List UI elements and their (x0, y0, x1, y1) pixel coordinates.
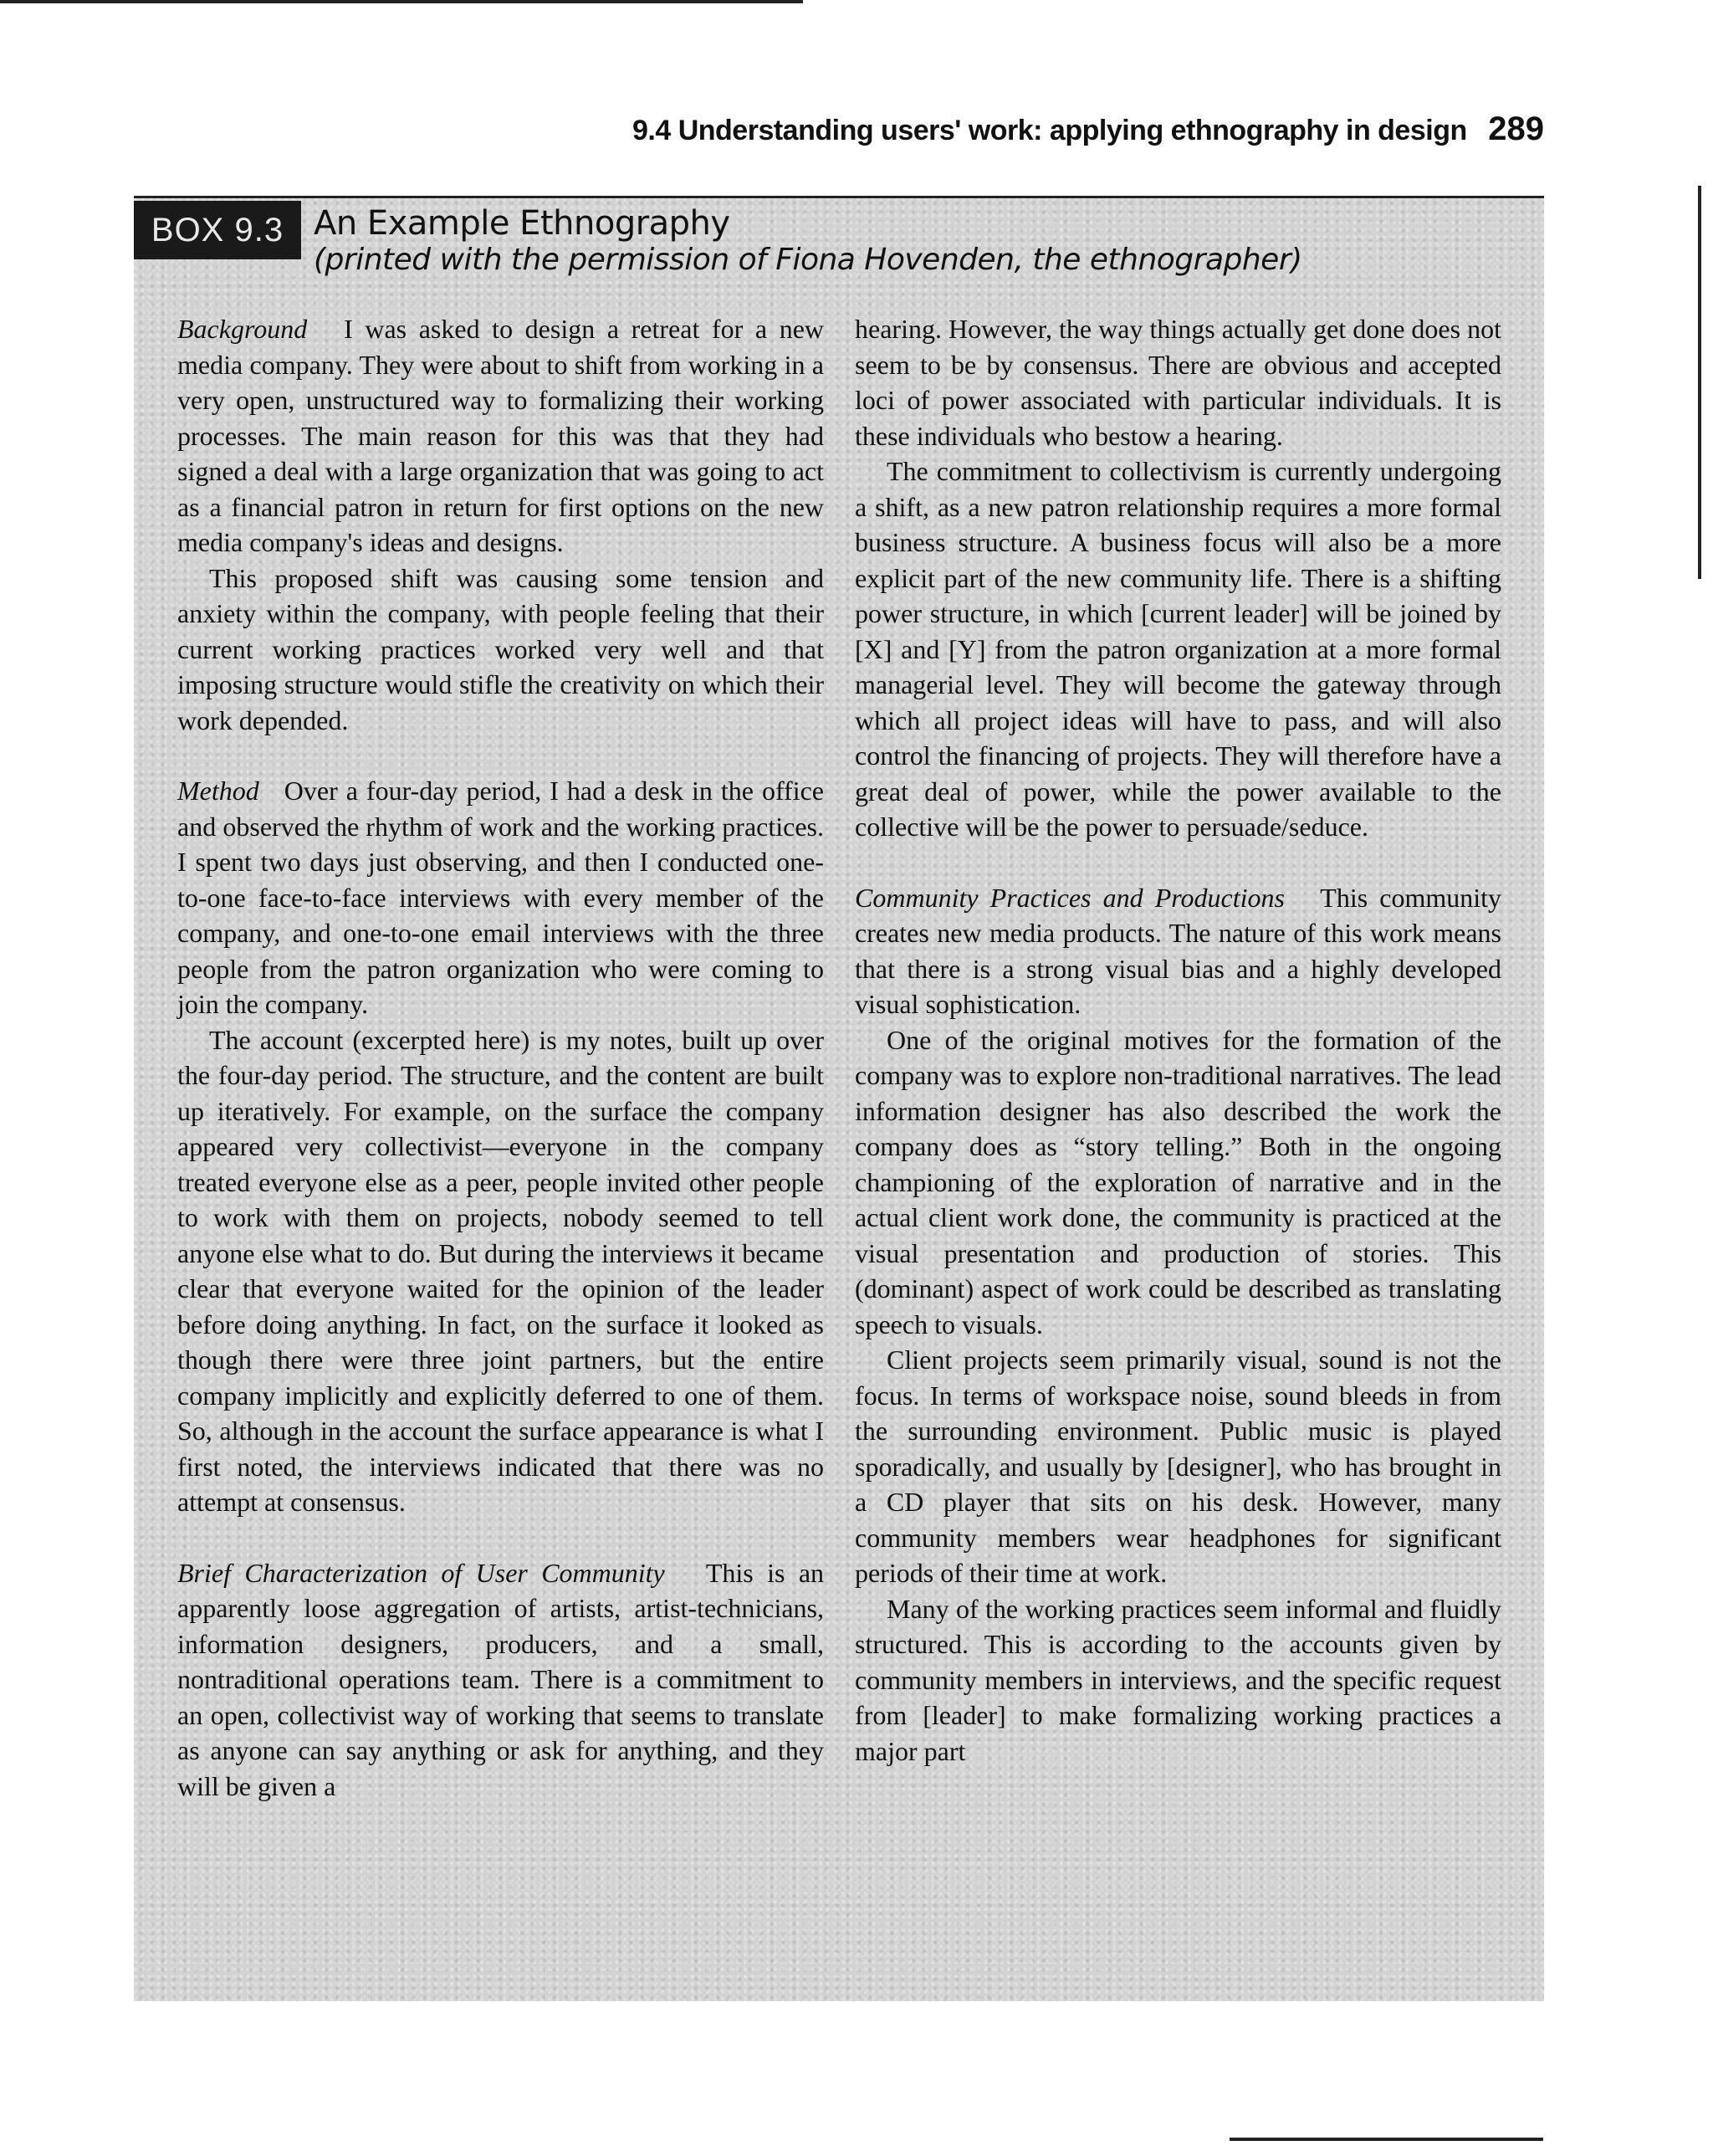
page-number: 289 (1488, 110, 1544, 147)
background-paragraph-1 (177, 311, 824, 561)
brief-paragraph-2: The commitment to collectivism is currently undergoing a shift, as a new patron relationship requires a more formal business structure. A business focus will also be a more explicit part of the new community life. There is a shifting power structure, in which [current leader] will be joined by [X] and [Y] from the patron organization at a more formal managerial level. They will become the gateway through which all project ideas will have to pass, and will also control the financing of projects. They will therefore have a great deal of power, while the power available to the collective will be the power to persuade/seduce. (855, 456, 1501, 842)
background-paragraph-2: This proposed shift was causing some tension and anxiety within the company, with people feeling that their current working practices worked very well and that imposing structure would stifle the creativity on which their work depended. (177, 562, 824, 735)
top-rule (0, 0, 803, 3)
brief-heading: Brief Characterization of User Community (177, 1557, 665, 1588)
background-text-1: I was asked to design a retreat for a new media company. They were about to shift from working in a very open, unstructured way to formalizing their working processes. The main reason for this was that they had signed a deal with a large organization that was going to act as a financial patron in return for first options on the new media company's ideas and designs. (177, 314, 825, 557)
right-column (855, 311, 1501, 1769)
community-paragraph-3: Client projects seem primarily visual, sound is not the focus. In terms of workspace noise, sound bleeds in from the surrounding environment. Public music is played sporadically, and usually by [designer], who has brought in a CD player that sits on his desk. However, many community members wear headphones for significant periods of their time at work. (855, 1344, 1501, 1588)
brief-paragraph-1-continued: hearing. However, the way things actually get done does not seem to be by consensus. There are obvious and accepted loci of power associated with particular individuals. It is these individuals who bestow a hearing. (855, 314, 1501, 451)
box-title: An Example Ethnography (314, 204, 730, 243)
community-paragraph-4: Many of the working practices seem informal and fluidly structured. This is according to the accounts given by community members in interviews, and the specific request from [leader] to make formalizing working practices a major part (855, 1593, 1501, 1766)
section-title: 9.4 Understanding users' work: applying ethnography in design (632, 115, 1467, 146)
box-subtitle: (printed with the permission of Fiona Hovenden, the ethnographer) (314, 243, 1302, 277)
method-paragraph-1 (177, 773, 824, 1022)
brief-text-1: This is an apparently loose aggregation of artists, artist-technicians, information designers, producers, and a small, nontraditional operations team. There is a commitment to an open, collectivist way of working that seems to translate as anyone can say anything or ask for anything, and they will be given a (177, 1557, 825, 1801)
box-top-rule (134, 196, 1544, 198)
community-text-1: This community creates new media products. The nature of this work means that there is a strong visual bias and a highly developed visual sophistication. (855, 882, 1502, 1019)
community-paragraph-1 (855, 880, 1501, 1022)
method-paragraph-2: The account (excerpted here) is my notes, built up over the four-day period. The structure, and the content are built up iteratively. For example, on the surface the company appeared very collectivist—everyone in the company treated everyone else as a peer, people invited other people to work with them on projects, nobody seemed to tell anyone else what to do. But during the interviews it became clear that everyone waited for the opinion of the leader before doing anything. In fact, on the surface it looked as though there were three joint partners, but the entire company implicitly and explicitly deferred to one of them. So, although in the account the surface appearance is what I first noted, the interviews indicated that there was no attempt at consensus. (177, 1024, 824, 1517)
bottom-rule (1230, 2138, 1543, 2141)
left-column (177, 311, 824, 1804)
box-label: BOX 9.3 (134, 201, 301, 259)
method-heading: Method (177, 776, 259, 806)
background-heading: Background (177, 314, 308, 344)
brief-paragraph-1 (177, 1555, 824, 1805)
community-heading: Community Practices and Productions (855, 882, 1285, 913)
community-paragraph-2: One of the original motives for the formation of the company was to explore non-traditional narratives. The lead information designer has also described the work the company does as “story telling.” Both in the ongoing championing of the exploration of narrative and in the actual client work done, the community is practiced at the visual presentation and production of stories. This (dominant) aspect of work could be described as translating speech to visuals. (855, 1024, 1501, 1339)
method-text-1: Over a four-day period, I had a desk in the office and observed the rhythm of work and the working practices. I spent two days just observing, and then I conducted one-to-one face-to-face interviews with every member of the company, and one-to-one email interviews with the three people from the patron organization who were coming to join the company. (177, 776, 825, 1019)
margin-mark (1698, 186, 1701, 579)
running-head (632, 110, 1544, 148)
